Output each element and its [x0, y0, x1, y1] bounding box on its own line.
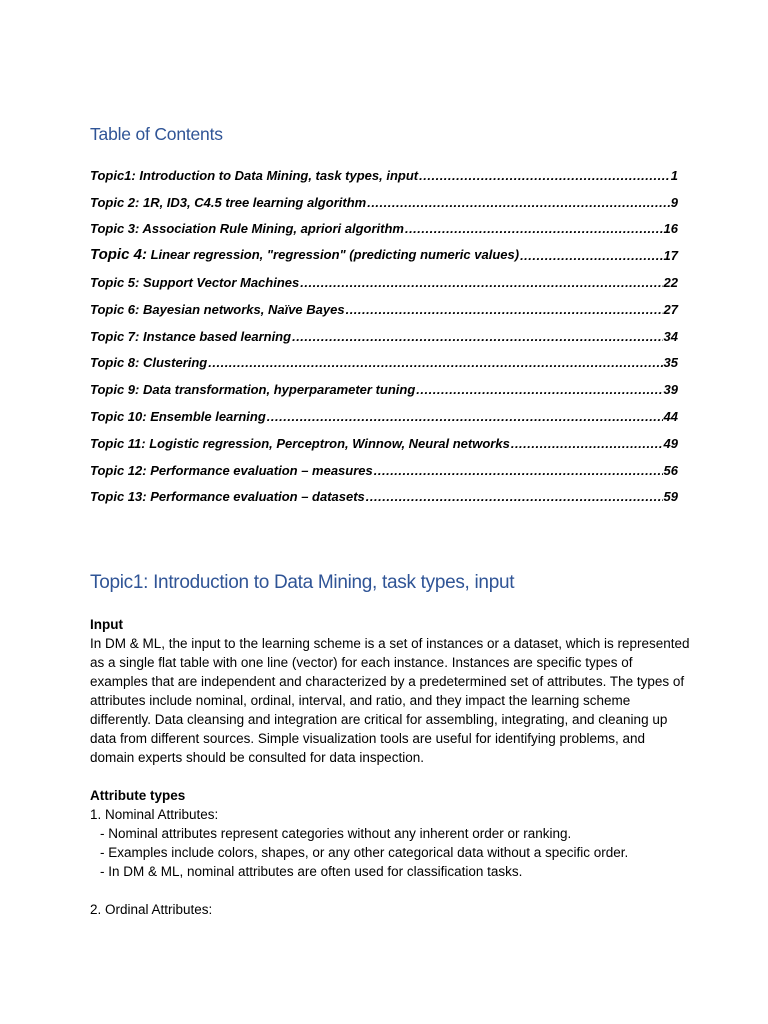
toc-entry[interactable] — [90, 263, 678, 290]
input-block — [90, 615, 690, 767]
toc-page-number: 56 — [663, 462, 678, 478]
toc-entry-label — [90, 355, 207, 370]
toc-entry[interactable] — [90, 156, 678, 183]
nominal-point: - Examples include colors, shapes, or any other categorical data without a specific order. — [100, 845, 629, 860]
toc-page-number: 1 — [670, 167, 678, 183]
toc-leader-dots — [367, 195, 670, 210]
toc-entry[interactable] — [90, 478, 678, 505]
toc-title: Table of Contents — [90, 124, 223, 144]
toc-page-number: 39 — [663, 382, 678, 398]
toc-entry-label — [90, 409, 266, 424]
toc-entry[interactable] — [90, 183, 678, 210]
toc-entry-label — [90, 329, 291, 344]
toc-entry-text: Topic 5: Support Vector Machines — [90, 274, 300, 290]
toc-leader-dots — [374, 463, 663, 478]
toc-leader-dots — [300, 275, 662, 290]
toc-page-number: 34 — [663, 328, 678, 344]
toc-entry-label — [90, 302, 345, 317]
toc-entry-text: Topic 6: Bayesian networks, Naïve Bayes — [90, 301, 345, 317]
toc-entry-text: Topic 9: Data transformation, hyperparameter tuning — [90, 382, 416, 398]
nominal-point: - In DM & ML, nominal attributes are often used for classification tasks. — [100, 864, 523, 879]
nominal-point: - Nominal attributes represent categories without any inherent order or ranking. — [100, 826, 572, 841]
toc-page-number: 59 — [663, 489, 678, 505]
toc-leader-dots — [520, 248, 662, 263]
toc-entry-text: Linear regression, "regression" (predicting numeric values) — [146, 247, 520, 263]
toc-page-number: 9 — [670, 194, 678, 210]
toc-leader-dots — [366, 489, 663, 504]
toc-leader-dots — [511, 436, 663, 451]
toc-entry[interactable] — [90, 210, 678, 237]
toc-leader-dots — [405, 221, 663, 236]
toc-entry-label — [90, 221, 404, 236]
toc-entry[interactable] — [90, 424, 678, 451]
toc-page-number: 16 — [663, 221, 678, 237]
toc-entry[interactable] — [90, 370, 678, 397]
toc-entry-label — [90, 489, 365, 504]
attribute-types-heading: Attribute types — [90, 788, 186, 803]
nominal-title: 1. Nominal Attributes: — [90, 807, 219, 822]
toc-page-number: 44 — [663, 408, 678, 424]
section-heading: Topic1: Introduction to Data Mining, task types, input — [90, 572, 515, 593]
ordinal-title: 2. Ordinal Attributes: — [90, 902, 213, 917]
toc-leader-dots — [346, 302, 663, 317]
toc-entry-text: Topic 2: 1R, ID3, C4.5 tree learning algorithm — [90, 194, 367, 210]
toc-page-number: 17 — [663, 248, 678, 264]
attribute-types-block — [90, 786, 690, 919]
toc-entry[interactable] — [90, 344, 678, 371]
toc-entry[interactable] — [90, 397, 678, 424]
toc-page-number: 22 — [663, 274, 678, 290]
toc-entry-label — [90, 195, 366, 210]
toc-entry-label — [90, 168, 418, 183]
toc-entry-text: Topic 7: Instance based learning — [90, 328, 292, 344]
toc-page-number: 49 — [663, 435, 678, 451]
toc-entry-text: Topic 10: Ensemble learning — [90, 408, 266, 424]
toc-entry-text: Topic 11: Logistic regression, Perceptron, Winnow, Neural networks — [90, 435, 510, 451]
toc-entry-prefix: Topic 4: — [90, 246, 147, 264]
blank-line — [90, 881, 690, 900]
toc-leader-dots — [416, 382, 662, 397]
toc-entry[interactable] — [90, 290, 678, 317]
toc-entry-label — [90, 463, 373, 478]
toc-entry-text: Topic 13: Performance evaluation – datasets — [90, 489, 365, 505]
toc-leader-dots — [292, 329, 662, 344]
toc-entry-label — [90, 382, 415, 397]
toc-entry[interactable] — [90, 317, 678, 344]
toc-entry-label — [90, 275, 299, 290]
toc-list — [90, 156, 678, 504]
toc-page-number: 27 — [663, 301, 678, 317]
toc-entry-text: Topic 12: Performance evaluation – measures — [90, 462, 373, 478]
toc-entry[interactable] — [90, 451, 678, 478]
toc-entry-label — [90, 246, 519, 263]
input-heading: Input — [90, 617, 123, 632]
input-paragraph: In DM & ML, the input to the learning scheme is a set of instances or a dataset, which is represented as a single flat table with one line (vector) for each instance. Instances are specific types of examples that are independent and characterized by a predetermined set of attributes. The types of attributes include nominal, ordinal, interval, and ratio, and they impact the learning scheme differently. Data cleansing and integration are critical for assembling, integrating, and cleaning up data from different sources. Simple visualization tools are useful for identifying problems, and domain experts should be consulted for data inspection. — [90, 636, 690, 765]
toc-leader-dots — [419, 168, 670, 183]
toc-page-number: 35 — [663, 355, 678, 371]
toc-leader-dots — [267, 409, 663, 424]
toc-entry-text: Topic 3: Association Rule Mining, apriori algorithm — [90, 221, 404, 237]
toc-entry-text: Topic 8: Clustering — [90, 355, 208, 371]
toc-entry-text: Topic1: Introduction to Data Mining, task types, input — [90, 167, 419, 183]
toc-entry-label — [90, 436, 510, 451]
toc-entry[interactable] — [90, 236, 678, 263]
toc-leader-dots — [208, 355, 662, 370]
